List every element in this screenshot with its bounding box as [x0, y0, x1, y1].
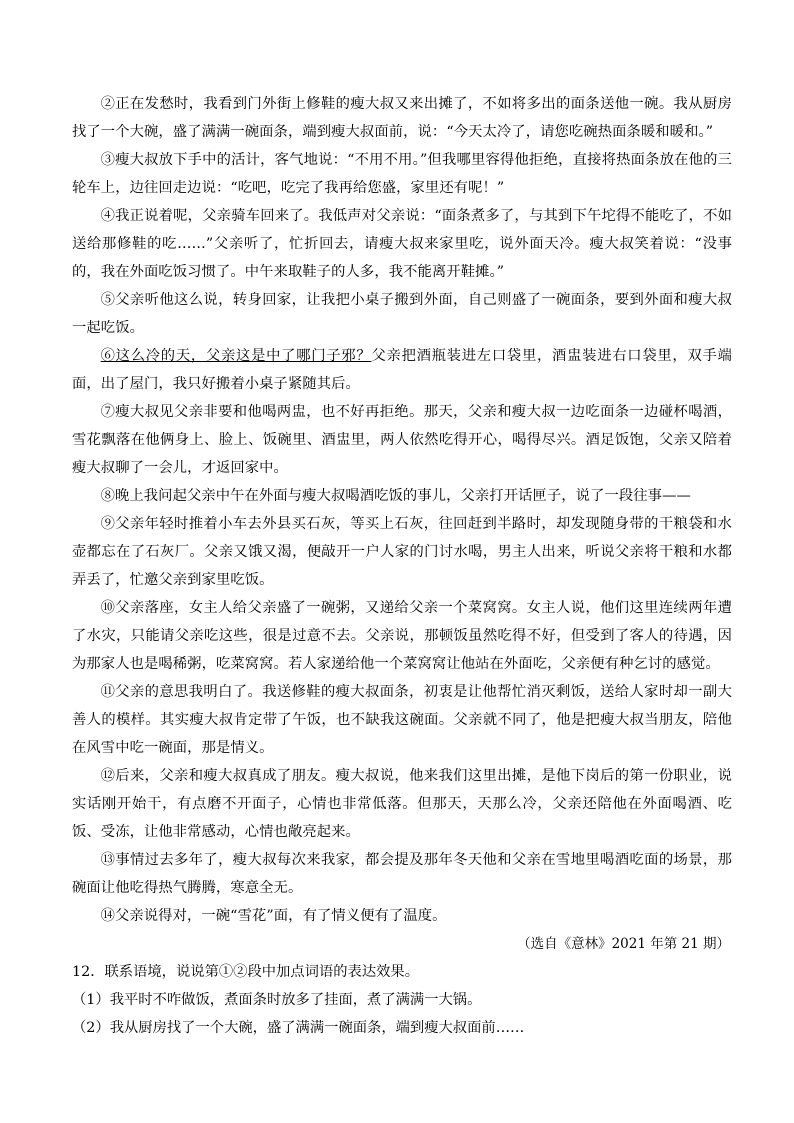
underlined-sentence: ⑥这么冷的天，父亲这是中了哪门子邪？ — [100, 348, 372, 364]
sub-question-2: （2）我从厨房找了一个大碗，盛了满满一碗面条，端到瘦大叔面前…… — [72, 1020, 525, 1036]
document-page — [72, 90, 732, 1042]
paragraph-6 — [72, 342, 732, 398]
question-12: 12．联系语境，说说第①②段中加点词语的表达效果。 — [72, 964, 420, 980]
paragraph-14: ⑭父亲说得对，一碗“雪花”面，有了情义便有了温度。 — [100, 908, 447, 924]
paragraph-3: ③瘦大叔放下手中的活计，客气地说：“不用不用。”但我哪里容得他拒绝，直接将热面条放在他的三轮车上，边往回走边说：“吃吧，吃完了我再给您盛，家里还有呢！” — [72, 152, 732, 196]
paragraph-7: ⑦瘦大叔见父亲非要和他喝两盅，也不好再拒绝。那天，父亲和瘦大叔一边吃面条一边碰杯喝酒，雪花飘落在他俩身上、脸上、饭碗里、酒盅里，两人依然吃得开心，喝得尽兴。酒足饭饱，父亲又陪着瘦大叔聊了一会儿，才返回家中。 — [72, 404, 732, 476]
paragraph-10: ⑩父亲落座，女主人给父亲盛了一碗粥，又递给父亲一个菜窝窝。女主人说，他们这里连续两年遭了水灾，只能请父亲吃这些，很是过意不去。父亲说，那顿饭虽然吃得不好，但受到了客人的待遇，因为那家人也是喝稀粥，吃菜窝窝。若人家递给他一个菜窝窝让他站在外面吃，父亲便有种乞讨的感觉。 — [72, 600, 732, 672]
paragraph-9: ⑨父亲年轻时推着小车去外县买石灰，等买上石灰，往回赶到半路时，却发现随身带的干粮袋和水壶都忘在了石灰厂。父亲又饿又渴，便敲开一户人家的门讨水喝，男主人出来，听说父亲将干粮和水都弄丢了，忙邀父亲到家里吃饭。 — [72, 516, 732, 588]
sub-question-1: （1）我平时不咋做饭，煮面条时放多了挂面，煮了满满一大锅。 — [72, 992, 482, 1008]
paragraph-5: ⑤父亲听他这么说，转身回家，让我把小桌子搬到外面，自己则盛了一碗面条，要到外面和瘦大叔一起吃饭。 — [72, 292, 732, 336]
paragraph-13: ⑬事情过去多年了，瘦大叔每次来我家，都会提及那年冬天他和父亲在雪地里喝酒吃面的场景，那碗面让他吃得热气腾腾，寒意全无。 — [72, 852, 732, 896]
paragraph-11: ⑪父亲的意思我明白了。我送修鞋的瘦大叔面条，初衷是让他帮忙消灭剩饭，送给人家时却一副大善人的模样。其实瘦大叔肯定带了午饭，也不缺我这碗面。父亲就不同了，他是把瘦大叔当朋友，陪他在风雪中吃一碗面，那是情义。 — [72, 684, 732, 756]
paragraph-6-rest: 父亲把酒瓶装进左口袋里，酒盅装进右口袋里，双手端面，出了屋门，我只好搬着小桌子紧随其后。 — [72, 348, 732, 392]
paragraph-8: ⑧晚上我问起父亲中午在外面与瘦大叔喝酒吃饭的事儿，父亲打开话匣子，说了一段往事—— — [100, 488, 691, 504]
paragraph-2: ②正在发愁时，我看到门外街上修鞋的瘦大叔又来出摊了，不如将多出的面条送他一碗。我从厨房找了一个大碗，盛了满满一碗面条，端到瘦大叔面前，说：“今天太冷了，请您吃碗热面条暖和暖和。” — [72, 96, 732, 140]
paragraph-4: ④我正说着呢，父亲骑车回来了。我低声对父亲说：“面条煮多了，与其到下午坨得不能吃了，不如送给那修鞋的吃……”父亲听了，忙折回去，请瘦大叔来家里吃，说外面天冷。瘦大叔笑着说：“没事的，我在外面吃饭习惯了。中午来取鞋子的人多，我不能离开鞋摊。” — [72, 208, 732, 280]
paragraph-12: ⑫后来，父亲和瘦大叔真成了朋友。瘦大叔说，他来我们这里出摊，是他下岗后的第一份职业，说实话刚开始干，有点磨不开面子，心情也非常低落。但那天，天那么冷，父亲还陪他在外面喝酒、吃饭、受冻，让他非常感动，心情也敞亮起来。 — [72, 768, 732, 840]
source-citation: （选自《意林》2021 年第 21 期） — [517, 936, 730, 952]
